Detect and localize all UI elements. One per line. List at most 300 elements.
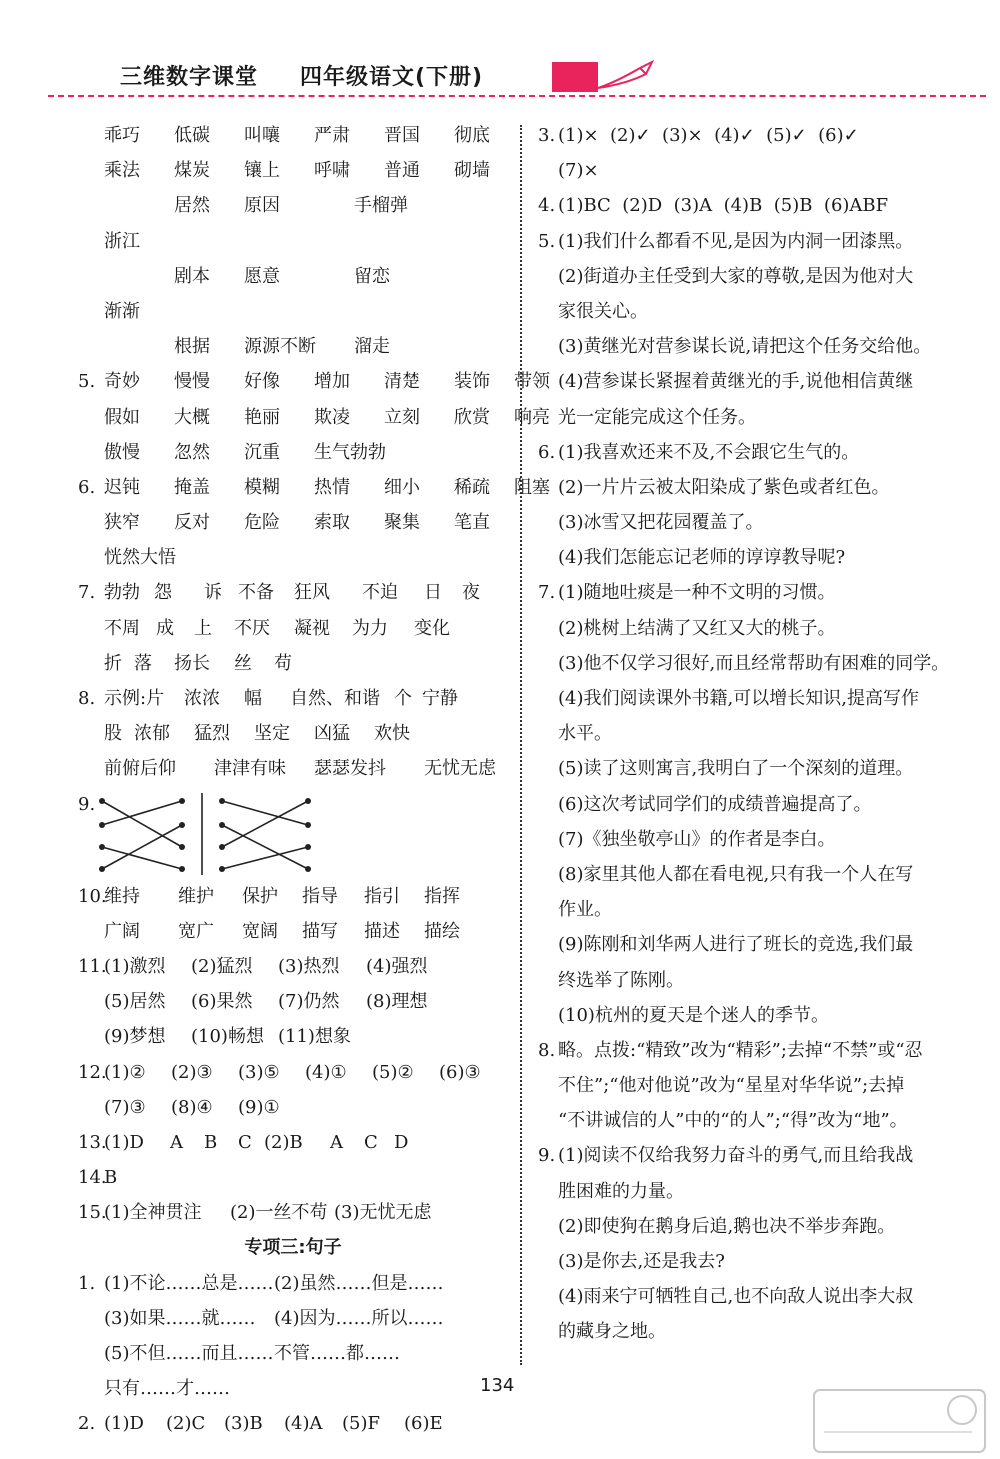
answer-item: 前俯后仰 [104,758,176,780]
match-dot [99,844,105,850]
answer-line [538,540,978,575]
answer-item: 宽阔 [242,920,278,942]
answer-line [78,611,508,646]
answer-line [78,681,508,716]
answer-item: D [394,1131,409,1153]
answer-item: 为力 [352,617,388,639]
answer-item: (2)C [166,1413,206,1435]
answer-line [538,1068,978,1103]
answer-item: 日 [424,582,442,604]
match-dot [219,844,225,850]
answer-text: (9)陈刚和刘华两人进行了班长的竞选,我们最 [558,934,914,956]
answer-item: 傲慢 [104,441,140,463]
answer-item: 欺凌 [314,406,350,428]
match-line [102,801,182,825]
answer-item: 浓浓 [184,688,220,709]
right-answer-column [538,118,978,1350]
answer-item: 溜走 [354,336,390,358]
answer-item: (3)如果……就…… [104,1307,256,1329]
answer-item: 乘法 [104,160,140,182]
answer-item: (5)F [342,1413,380,1435]
answer-item: 根据 [174,336,210,358]
match-line [222,801,308,847]
answer-line [78,1090,508,1125]
answer-item: 艳丽 [244,406,280,428]
answer-item: (4)强烈 [366,955,428,977]
watermark-logo [812,1388,987,1454]
match-line [222,801,308,825]
question-number: 12. [78,1061,107,1083]
answer-item: 只有……才…… [104,1378,230,1400]
answer-item: 保护 [242,885,278,907]
answer-item: 立刻 [384,406,420,428]
answer-text: (10)杭州的夏天是个迷人的季节。 [558,1004,829,1026]
answer-text: 家很关心。 [558,300,648,322]
answer-line [78,984,508,1019]
answer-text: (1)我们什么都看不见,是因为内洞一团漆黑。 [558,230,914,252]
answer-item: (1)激烈 [104,955,166,977]
answer-item: 源源不断 [244,336,316,358]
answer-item: 落 [134,652,152,674]
answer-text: (1)× (2)✓ (3)× (4)✓ (5)✓ (6)✓ [558,125,859,146]
answer-line [538,646,978,681]
answer-text: 不住”;“他对他说”改为“星星对华华说”;去掉 [558,1075,905,1097]
answer-line [78,505,508,540]
answer-line [78,470,550,505]
answer-item: (1)不论……总是…… [104,1272,274,1294]
answer-line [538,857,978,892]
answer-item: (5)不但……而且…… [104,1343,274,1364]
answer-item: 聚集 [384,512,420,534]
answer-item: (9)① [238,1096,280,1118]
answer-item: (3)无忧无虑 [334,1202,432,1224]
answer-item: (9)梦想 [104,1026,166,1048]
question-number: 14. [78,1167,107,1189]
page-header [0,0,1000,100]
answer-item: 不迫 [362,582,398,604]
answer-item: 丝 [234,652,252,674]
answer-line [538,716,978,751]
question-number: 11. [78,955,107,977]
answer-item: 指引 [364,885,400,907]
answer-text: 胜困难的力量。 [558,1180,684,1202]
match-dot [305,844,311,850]
answer-text: (1)随地吐痰是一种不文明的习惯。 [558,582,836,604]
question-number: 4. [538,195,556,217]
answer-item: (7)③ [104,1096,146,1118]
answer-line [78,1266,508,1301]
match-dot [179,822,185,828]
answer-item: 剧本 [174,265,210,287]
answer-item: 宽广 [178,920,214,942]
answer-text: (3)他不仅学习很好,而且经常帮助有困难的同学。 [558,652,950,674]
question-number: 6. [538,441,556,463]
answer-item: 愿意 [244,265,280,287]
answer-item: 指挥 [424,885,460,907]
answer-line [538,118,978,153]
answer-text: (1)BC (2)D (3)A (4)B (5)B (6)ABF [558,195,889,217]
answer-item: 幅 [244,688,262,709]
rocket-icon [596,58,656,92]
match-dot [305,866,311,872]
answer-line [78,540,508,575]
answer-line [78,1230,508,1265]
match-dot [305,822,311,828]
answer-line [78,294,508,329]
answer-item: 维持 [104,885,140,907]
answer-item: (1)② [104,1061,146,1083]
answer-item: 严肃 [314,125,350,146]
answer-item: 假如 [104,406,140,428]
answer-item: (5)② [372,1061,414,1083]
answer-item: C [364,1131,378,1153]
answer-item: B [204,1131,218,1153]
answer-line [78,575,508,610]
answer-item: 描述 [364,920,400,942]
answer-line [78,1055,508,1090]
answer-item: 普通 [384,160,420,182]
match-line [222,825,308,869]
answer-item: 留恋 [354,265,390,287]
answer-item: 装饰 [454,371,490,393]
answer-line [78,224,508,259]
answer-item: 个 [394,688,412,709]
answer-item: (10)畅想 [191,1026,264,1048]
answer-line [78,1406,508,1441]
answer-item: 手榴弹 [354,195,408,217]
question-number: 3. [538,125,556,146]
answer-item: 镶上 [244,160,280,182]
section-heading: 专项三:句子 [244,1237,342,1259]
answer-item: 无忧无虑 [424,758,496,780]
answer-item: (4)因为……所以…… [274,1307,444,1329]
answer-line [78,914,508,949]
answer-line [78,1125,508,1160]
answer-line [78,1195,508,1230]
match-dot [219,798,225,804]
answer-item: 恍然大悟 [104,547,176,569]
answer-text: 的藏身之地。 [558,1321,666,1343]
answer-item: 生气勃勃 [314,441,386,463]
match-dot [219,866,225,872]
answer-line [78,1371,508,1406]
answer-text: 光一定能完成这个任务。 [558,406,756,428]
answer-line [538,400,978,435]
match-line [222,847,308,869]
answer-item: 描绘 [424,920,460,942]
answer-item: (2)B [264,1131,303,1153]
answer-line [538,1279,978,1314]
answer-text: (2)桃树上结满了又红又大的桃子。 [558,617,836,639]
answer-line [538,329,978,364]
answer-line [538,611,978,646]
answer-line [78,118,508,153]
match-dot [179,866,185,872]
answer-item: (3)热烈 [278,955,340,977]
answer-item: 危险 [244,512,280,534]
answer-item: 凝视 [294,617,330,639]
answer-item: (11)想象 [278,1026,351,1048]
answer-text: (5)读了这则寓言,我明白了一个深刻的道理。 [558,758,914,780]
answer-line [538,364,978,399]
answer-item: 股 [104,723,122,745]
answer-text: (2)一片片云被太阳染成了紫色或者红色。 [558,476,890,498]
answer-item: 猛烈 [194,723,230,745]
answer-line [538,188,978,223]
answer-line [538,1033,978,1068]
answer-item: (8)④ [171,1096,213,1118]
answer-item: 凶猛 [314,723,350,745]
answer-item: 带领 [514,371,550,393]
answer-item: 示例:片 [104,688,165,709]
answer-item: (6)E [404,1413,443,1435]
question-number: 7. [78,582,96,604]
answer-line [538,1209,978,1244]
answer-text: (3)是你去,还是我去? [558,1251,725,1272]
answer-item: (8)理想 [366,991,428,1013]
answer-item: 瑟瑟发抖 [314,758,386,780]
answer-line [538,1138,978,1173]
question-number: 7. [538,582,556,604]
answer-item: 细小 [384,476,420,498]
answer-line [78,787,508,879]
answer-item: 勃勃 [104,582,140,604]
answer-item: 狭窄 [104,512,140,534]
answer-item: 宁静 [422,688,458,709]
answer-item: 津津有味 [214,758,286,780]
column-divider [520,125,522,1365]
answer-line [78,259,508,294]
answer-line [78,435,508,470]
match-dot [179,844,185,850]
answer-item: 不管……都…… [274,1343,400,1364]
answer-item: 叫嚷 [244,125,280,146]
answer-item: 夜 [462,582,480,604]
answer-line [78,400,550,435]
answer-item: 晋国 [384,125,420,146]
answer-line [78,1019,508,1054]
answer-line [538,822,978,857]
answer-item: (3)B [224,1413,263,1435]
answer-item: 笔直 [454,512,490,534]
question-number: 1. [78,1272,96,1294]
answer-line [538,998,978,1033]
answer-line [538,294,978,329]
answer-item: 指导 [302,885,338,907]
answer-text: (6)这次考试同学们的成绩普遍提高了。 [558,793,872,815]
answer-line [78,329,508,364]
answer-item: 描写 [302,920,338,942]
brand-logo-block [552,62,598,92]
answer-text: (4)雨来宁可牺牲自己,也不向敌人说出李大叔 [558,1286,914,1308]
answer-item: 浓郁 [134,723,170,745]
answer-item: (7)仍然 [278,991,340,1013]
answer-line [538,1174,978,1209]
answer-text: (2)街道办主任受到大家的尊敬,是因为他对大 [558,265,914,287]
match-line [102,801,182,847]
answer-text: (7)《独坐敬亭山》的作者是李白。 [558,828,836,850]
question-number: 5. [538,230,556,252]
answer-item: 迟钝 [104,476,140,498]
answer-text: (3)黄继光对营参谋长说,请把这个任务交给他。 [558,336,932,358]
question-number: 9. [538,1145,556,1167]
page-number: 134 [480,1375,515,1396]
answer-item: (6)③ [439,1061,481,1083]
match-dot [99,822,105,828]
answer-item: 大概 [174,406,210,428]
match-dot [99,866,105,872]
answer-item: C [238,1131,252,1153]
answer-item: 欣赏 [454,406,490,428]
answer-item: 热情 [314,476,350,498]
match-line [102,825,182,869]
answer-line [78,188,508,223]
answer-item: (1)D [104,1413,144,1435]
answer-text: (7)× [558,160,599,182]
answer-item: 折 [104,652,122,674]
answer-text: 略。点拨:“精致”改为“精彩”;去掉“不禁”或“忍 [558,1039,923,1061]
answer-item: 低碳 [174,125,210,146]
answer-text: “不讲诚信的人”中的“的人”;“得”改为“地”。 [558,1110,908,1132]
answer-line [538,1314,978,1349]
answer-text: 作业。 [558,899,612,921]
match-line [102,847,182,869]
answer-item: 增加 [314,371,350,393]
question-number: 9. [78,793,96,815]
answer-item: (6)果然 [191,991,253,1013]
answer-item: 欢快 [374,723,410,745]
answer-text: (4)我们阅读课外书籍,可以增长知识,提高写作 [558,688,919,709]
answer-item: 清楚 [384,371,420,393]
answer-item: B [104,1167,118,1189]
answer-item: (2)③ [171,1061,213,1083]
answer-line [538,1244,978,1279]
answer-line [538,153,978,188]
answer-item: (1)全神贯注 [104,1202,202,1224]
header-dashed-rule [48,95,986,97]
answer-item: 忽然 [174,441,210,463]
answer-line [78,879,508,914]
answer-item: 煤炭 [174,160,210,182]
answer-line [538,927,978,962]
answer-item: 砌墙 [454,160,490,182]
answer-line [538,1103,978,1138]
answer-item: 维护 [178,885,214,907]
answer-item: 好像 [244,371,280,393]
answer-line [78,646,508,681]
answer-item: 乖巧 [104,125,140,146]
answer-item: 不周 [104,617,140,639]
answer-item: (3)⑤ [238,1061,280,1083]
answer-line [538,505,978,540]
answer-line [538,259,978,294]
question-number: 10. [78,885,107,907]
answer-item: 呼啸 [314,160,350,182]
answer-item: 原因 [244,195,280,217]
question-number: 6. [78,476,96,498]
answer-item: 苟 [274,652,292,674]
answer-line [538,787,978,822]
answer-line [538,963,978,998]
answer-line [78,153,508,188]
answer-item: 不备 [238,582,274,604]
answer-item: 掩盖 [174,476,210,498]
answer-text: 水平。 [558,723,612,745]
answer-item: 扬长 [174,652,210,674]
answer-item: 自然、和谐 [290,688,380,709]
match-dot [179,798,185,804]
answer-line [78,1336,508,1371]
answer-item: 坚定 [254,723,290,745]
answer-line [78,949,508,984]
match-dot [219,822,225,828]
answer-item: 诉 [204,582,222,604]
question-number: 13. [78,1131,107,1153]
answer-item: 响亮 [514,406,550,428]
answer-text: (4)营参谋长紧握着黄继光的手,说他相信黄继 [558,371,914,393]
match-dot [99,798,105,804]
answer-item: 阻塞 [514,476,550,498]
question-number: 8. [538,1039,556,1061]
answer-item: 居然 [174,195,210,217]
question-number: 5. [78,371,96,393]
answer-text: (1)我喜欢还来不及,不会跟它生气的。 [558,441,860,463]
answer-item: 浙江 [104,230,140,252]
answer-item: (2)一丝不苟 [230,1202,328,1224]
answer-item: 广阔 [104,920,140,942]
answer-item: 沉重 [244,441,280,463]
answer-line [78,1160,508,1195]
answer-item: (4)① [305,1061,347,1083]
answer-item: 索取 [314,512,350,534]
match-dot [305,798,311,804]
answer-item: 成 [156,617,174,639]
answer-text: (8)家里其他人都在看电视,只有我一个人在写 [558,863,914,885]
answer-item: 稀疏 [454,476,490,498]
answer-item: (2)猛烈 [191,955,253,977]
answer-item: A [170,1131,183,1153]
answer-item: 奇妙 [104,371,140,393]
question-number: 15. [78,1202,107,1224]
answer-item: 渐渐 [104,300,140,322]
answer-text: 终选举了陈刚。 [558,969,684,991]
answer-item: 不厌 [234,617,270,639]
answer-line [538,751,978,786]
answer-item: 变化 [414,617,450,639]
left-answer-column [78,118,550,1442]
answer-item: 彻底 [454,125,490,146]
answer-item: 模糊 [244,476,280,498]
answer-line [538,470,978,505]
answer-line [538,892,978,927]
answer-text: (4)我们怎能忘记老师的谆谆教导呢? [558,547,846,569]
answer-text: (3)冰雪又把花园覆盖了。 [558,512,764,534]
answer-item: 狂风 [294,582,330,604]
answer-item: A [330,1131,343,1153]
answer-item: (1)D [104,1131,144,1153]
answer-item: (4)A [284,1413,323,1435]
answer-line [538,575,978,610]
answer-item: 慢慢 [174,371,210,393]
question-number: 8. [78,688,96,709]
matching-lines-diagram [98,789,338,877]
answer-line [78,716,508,751]
answer-line [538,681,978,716]
answer-line [538,435,978,470]
answer-text: (2)即使狗在鹅身后追,鹅也决不举步奔跑。 [558,1215,896,1237]
answer-line [78,1301,508,1336]
answer-line [538,224,978,259]
